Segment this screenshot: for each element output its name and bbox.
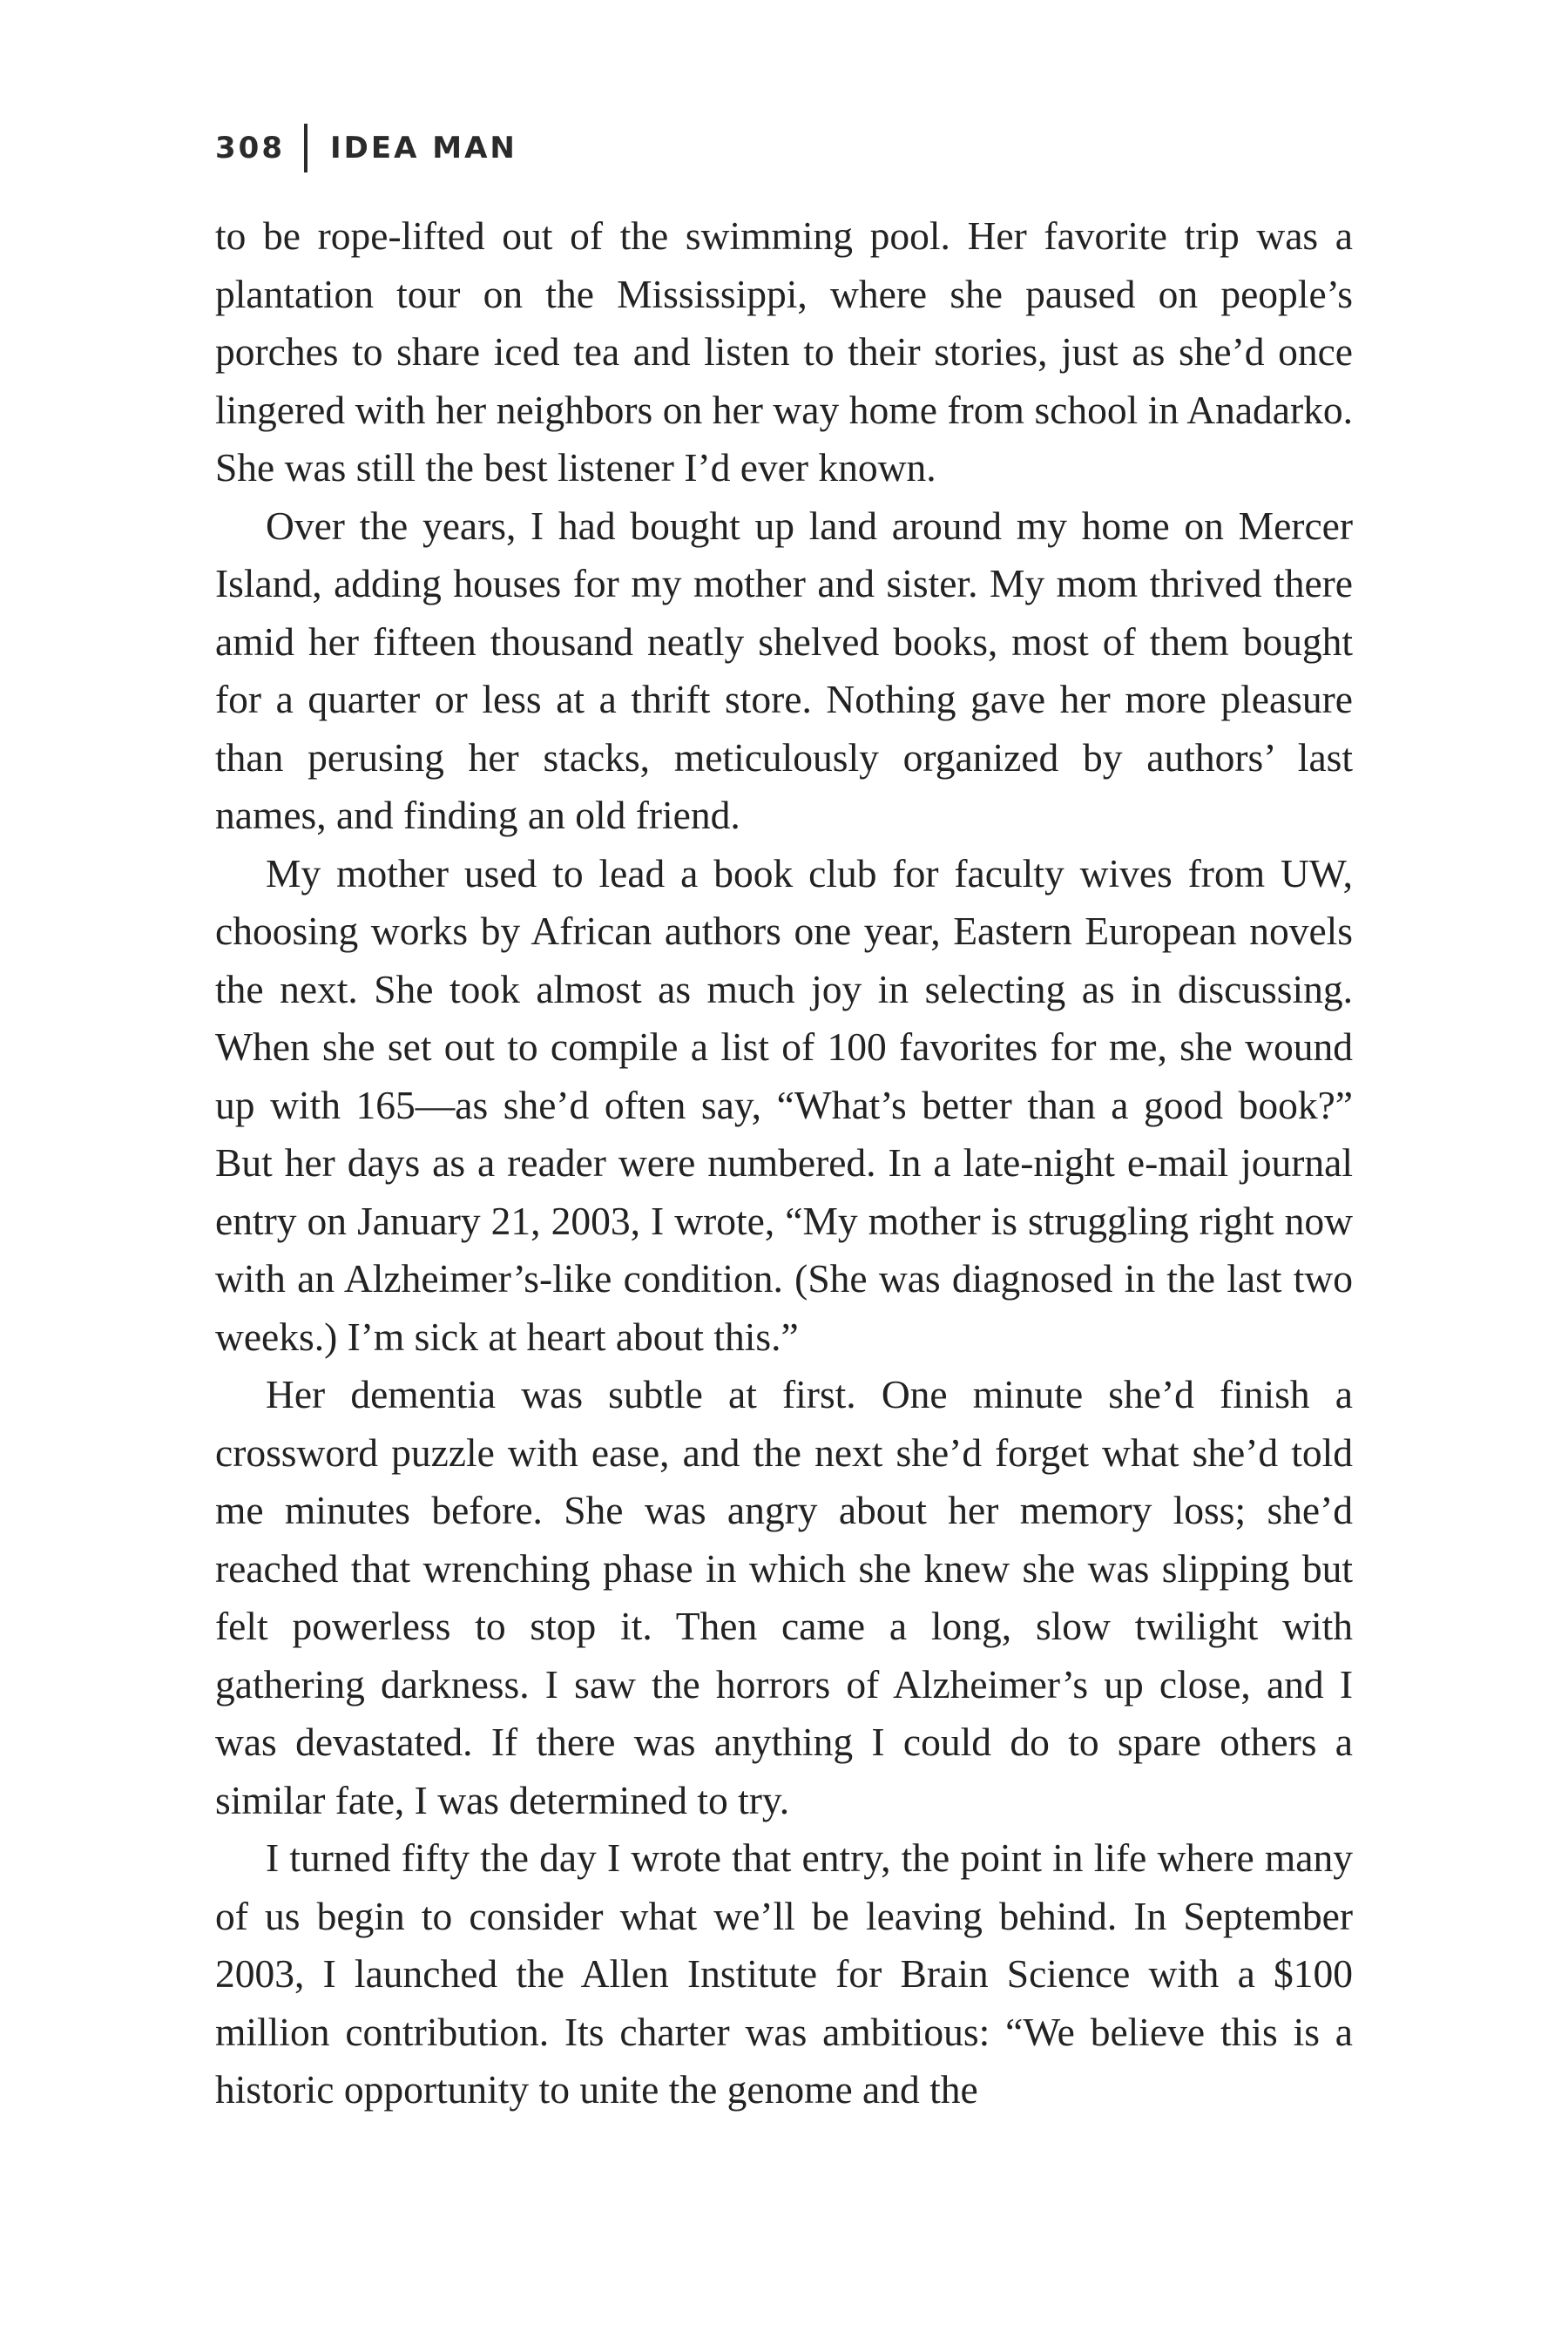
header-divider [304, 124, 308, 172]
running-head [215, 122, 517, 174]
paragraph: Over the years, I had bought up land around my home on Mercer Island, adding houses for my mother and sister. My mom thrived there amid her fifteen thousand neatly shelved books, most of them bought for a quarter or less at a thrift store. Nothing gave her more pleasure than perusing her stacks, meticulously organized by authors’ last names, and finding an old friend. [215, 503, 1353, 837]
paragraph: Her dementia was subtle at first. One minute she’d finish a crossword puzzle with ease, and the next she’d forget what she’d told me minutes before. She was angry about her memory loss; she’d reached that wrenching phase in which she knew she was slipping but felt powerless to stop it. Then came a long, slow twilight with gathering darkness. I saw the horrors of Alzheimer’s up close, and I was devastated. If there was anything I could do to spare others a similar fate, I was determined to try. [215, 1372, 1353, 1822]
body-text [215, 207, 1353, 2119]
paragraph: I turned fifty the day I wrote that entry, the point in life where many of us begin to consider what we’ll be leaving behind. In September 2003, I launched the Allen Institute for Brain Science with a $100 million contribution. Its charter was ambitious: “We believe this is a historic opportunity to unite the genome and the [215, 1835, 1353, 2112]
paragraph-continued: to be rope-lifted out of the swimming pool. Her favorite trip was a plantation tour on the Mississippi, where she paused on people’s porches to share iced tea and listen to their stories, just as she’d once lingered with her neighbors on her way home from school in Anadarko. She was still the best listener I’d ever known. [215, 213, 1353, 490]
paragraph: My mother used to lead a book club for faculty wives from UW, choosing works by African authors one year, Eastern European novels the next. She took almost as much joy in selecting as in discussing. When she set out to compile a list of 100 favorites for me, she wound up with 165—as she’d often say, “What’s better than a good book?” But her days as a reader were numbered. In a late-night e-mail journal entry on January 21, 2003, I wrote, “My mother is struggling right now with an Alzheimer’s-like condition. (She was diagnosed in the last two weeks.) I’m sick at heart about this.” [215, 850, 1353, 1359]
page-number: 308 [215, 131, 285, 166]
running-title: IDEA MAN [329, 131, 517, 166]
